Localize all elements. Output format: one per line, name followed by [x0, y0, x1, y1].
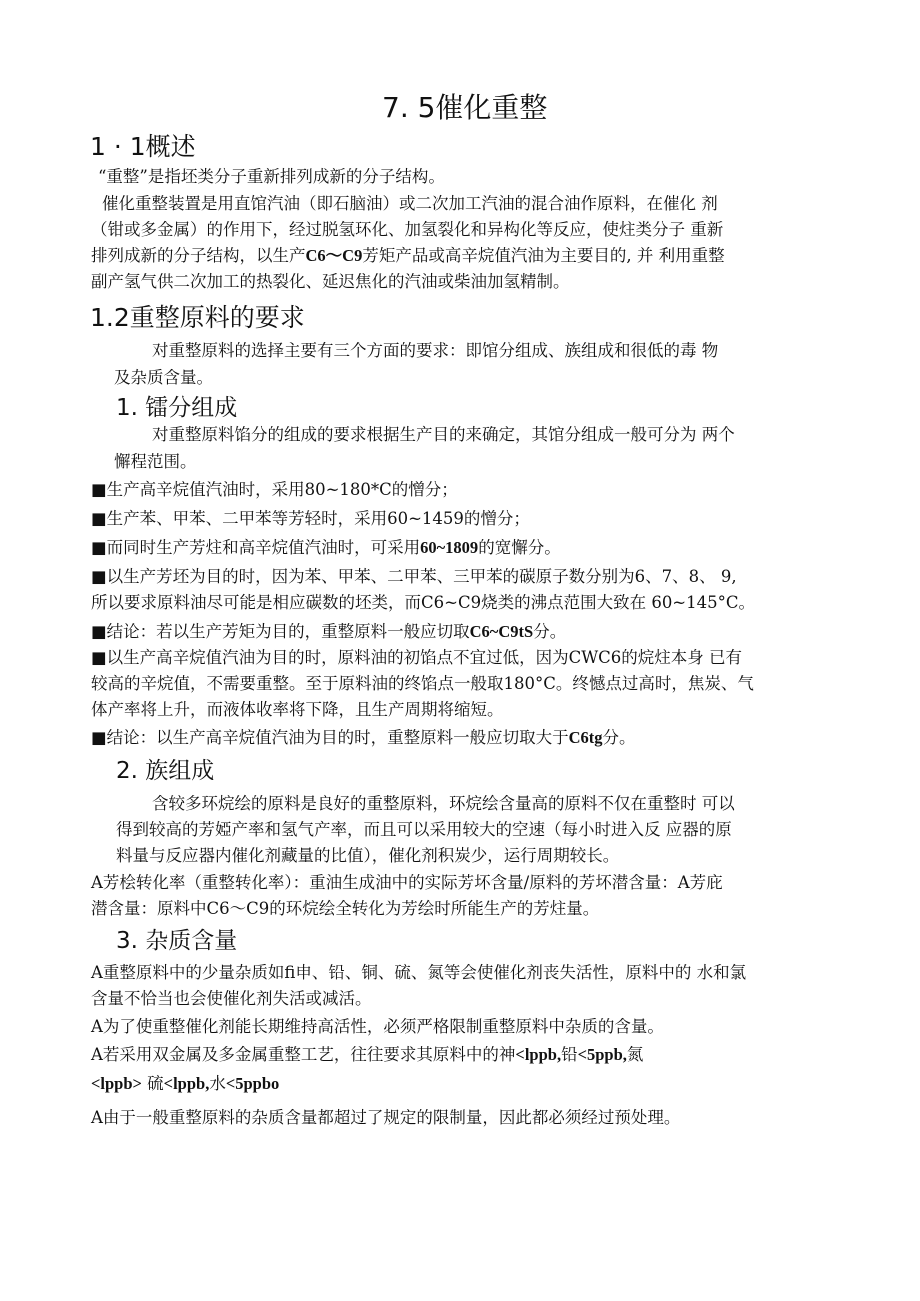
paragraph-line: A由于一般重整原料的杂质含量都超过了规定的限制量，因此都必须经过预处理。 [91, 1108, 681, 1127]
paragraph-line: 潜含量：原料中C6～C9的环烷绘全转化为芳绘时所能生产的芳炷量。 [91, 899, 600, 918]
paragraph-line: 及杂质含量。 [114, 368, 213, 387]
bullet-line: ■以生产高辛烷值汽油为目的时，原料油的初馅点不宜过低，因为CWC6的烷炷本身 已有 [91, 648, 743, 667]
bullet-line: 较高的辛烷值，不需要重整。至于原料油的终馅点一般取180°C。终憾点过高时，焦炭、气 [91, 674, 754, 693]
bullet-line: 所以要求原料油尽可能是相应碳数的坯类，而C6~C9烧类的沸点范围大致在 60~145°C。 [91, 593, 756, 612]
paragraph-line: 懈程范围。 [114, 452, 197, 471]
paragraph-line: 副产氢气供二次加工的热裂化、延迟焦化的汽油或柴油加氢精制。 [91, 272, 570, 291]
bullet-line: ■以生产芳坯为目的时，因为苯、甲苯、二甲苯、三甲苯的碳原子数分别为6、7、8、 9, [91, 567, 737, 586]
paragraph-line: A重整原料中的少量杂质如fi申、铅、铜、硫、氮等会使催化剂丧失活性，原料中的 水和氯 [91, 963, 747, 982]
bullet-line: ■结论：以生产高辛烷值汽油为目的时，重整原料一般应切取大于C6tg分。 [91, 728, 636, 747]
page-title: 7. 5催化重整 [382, 91, 548, 124]
section-heading-feed-requirements: 1.2重整原料的要求 [90, 303, 305, 332]
paragraph-line: 含量不恰当也会使催化剂失活或减活。 [91, 989, 372, 1008]
subsection-heading-impurities: 3. 杂质含量 [116, 928, 238, 954]
bullet-line: ■而同时生产芳炷和高辛烷值汽油时，可采用60~1809的宽懈分。 [91, 538, 561, 557]
paragraph-line: （钳或多金属）的作用下，经过脱氢环化、加氢裂化和异构化等反应，使炷类分子 重新 [91, 220, 724, 239]
paragraph-line: A芳桧转化率（重整转化率）：重油生成油中的实际芳坏含量/原料的芳坏潜含量：A芳庇 [91, 873, 723, 892]
subsection-heading-group-composition: 2. 族组成 [116, 758, 215, 784]
bullet-line: ■结论：若以生产芳矩为目的，重整原料一般应切取C6~C9tS分。 [91, 622, 567, 641]
subsection-heading-fraction: 1. 镭分组成 [116, 395, 238, 421]
paragraph-line: 含较多环烷绘的原料是良好的重整原料，环烷绘含量高的原料不仅在重整时 可以 [152, 794, 735, 813]
paragraph-line: 对重整原料的选择主要有三个方面的要求：即馆分组成、族组成和很低的毒 物 [152, 341, 719, 360]
section-heading-overview: 1 · 1概述 [90, 132, 196, 161]
paragraph-line: 排列成新的分子结构，以生产C6～C9芳矩产品或高辛烷值汽油为主要目的, 并 利用重整 [91, 246, 725, 265]
paragraph-line: 对重整原料馅分的组成的要求根据生产目的来确定，其馆分组成一般可分为 两个 [152, 425, 735, 444]
bullet-line: ■生产高辛烷值汽油时，采用80~180*C的憎分； [91, 480, 458, 499]
paragraph-line: <lppb> 硫<lppb,水<5ppbo [91, 1074, 280, 1093]
paragraph-line: A若采用双金属及多金属重整工艺，往往要求其原料中的神<lppb,铅<5ppb,氮 [91, 1045, 644, 1064]
paragraph-line: A为了使重整催化剂能长期维持高活性，必须严格限制重整原料中杂质的含量。 [91, 1017, 664, 1036]
paragraph-line: “重整”是指坯类分子重新排列成新的分子结构。 [98, 167, 445, 186]
bullet-line: 体产率将上升，而液体收率将下降，且生产周期将缩短。 [91, 700, 504, 719]
paragraph-line: 催化重整装置是用直馆汽油（即石脑油）或二次加工汽油的混合油作原料，在催化 剂 [102, 194, 718, 213]
paragraph-line: 料量与反应器内催化剂藏量的比值），催化剂积炭少，运行周期较长。 [116, 846, 620, 865]
paragraph-line: 得到较高的芳婭产率和氢气产率，而且可以采用较大的空速（每小时进入反 应器的原 [116, 820, 732, 839]
bullet-line: ■生产苯、甲苯、二甲苯等芳轻时，采用60~1459的憎分； [91, 509, 530, 528]
